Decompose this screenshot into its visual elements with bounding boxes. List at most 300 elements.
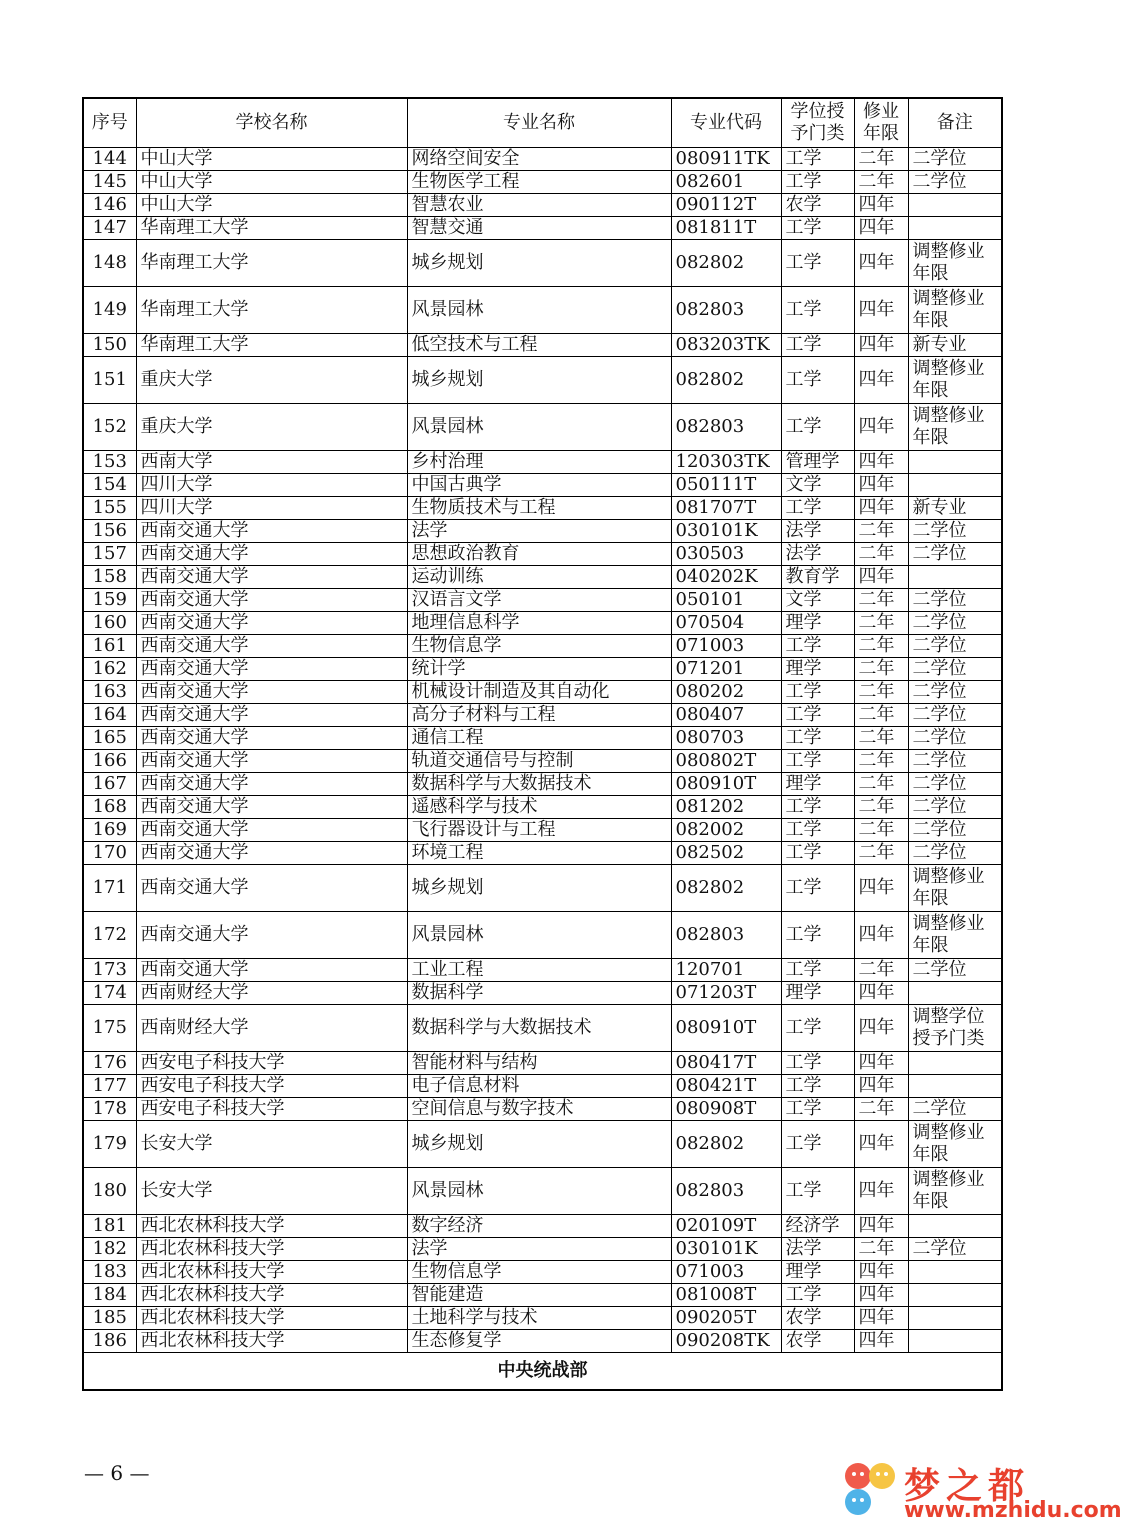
cell-code: 030101K (671, 520, 781, 543)
cell-degree: 工学 (781, 1121, 854, 1168)
table-row (83, 959, 1002, 982)
cell-code: 120303TK (671, 451, 781, 474)
cell-code: 080202 (671, 681, 781, 704)
cell-school: 西北农林科技大学 (136, 1238, 407, 1261)
table-row (83, 194, 1002, 217)
cell-code: 071201 (671, 658, 781, 681)
cell-school: 西南交通大学 (136, 727, 407, 750)
cell-note (908, 1215, 1002, 1238)
cell-seq: 155 (83, 497, 136, 520)
cell-school: 西南交通大学 (136, 543, 407, 566)
cell-code: 080703 (671, 727, 781, 750)
cell-code: 050111T (671, 474, 781, 497)
cell-school: 华南理工大学 (136, 240, 407, 287)
cell-school: 西南交通大学 (136, 865, 407, 912)
cell-code: 020109T (671, 1215, 781, 1238)
cell-code: 050101 (671, 589, 781, 612)
cell-code: 080802T (671, 750, 781, 773)
cell-degree: 工学 (781, 1098, 854, 1121)
cell-code: 081202 (671, 796, 781, 819)
cell-code: 120701 (671, 959, 781, 982)
cell-seq: 184 (83, 1284, 136, 1307)
table-row (83, 819, 1002, 842)
cell-school: 重庆大学 (136, 404, 407, 451)
watermark (842, 1458, 1122, 1523)
cell-years: 四年 (854, 1284, 908, 1307)
cell-code: 082802 (671, 240, 781, 287)
cell-school: 华南理工大学 (136, 217, 407, 240)
cell-note: 二学位 (908, 543, 1002, 566)
cell-years: 四年 (854, 912, 908, 959)
cell-code: 081811T (671, 217, 781, 240)
cell-years: 二年 (854, 773, 908, 796)
table-row (83, 750, 1002, 773)
cell-school: 西北农林科技大学 (136, 1307, 407, 1330)
cell-seq: 173 (83, 959, 136, 982)
cell-code: 080421T (671, 1075, 781, 1098)
section-footer: 中央统战部 (83, 1353, 1002, 1391)
cell-seq: 152 (83, 404, 136, 451)
cell-major: 法学 (407, 1238, 671, 1261)
cell-years: 二年 (854, 658, 908, 681)
cell-school: 西南交通大学 (136, 796, 407, 819)
cell-school: 西南交通大学 (136, 635, 407, 658)
header-years: 修业年限 (854, 98, 908, 148)
cell-seq: 149 (83, 287, 136, 334)
cell-degree: 工学 (781, 704, 854, 727)
cell-major: 城乡规划 (407, 865, 671, 912)
cell-seq: 153 (83, 451, 136, 474)
cell-major: 中国古典学 (407, 474, 671, 497)
cell-degree: 教育学 (781, 566, 854, 589)
cell-note: 二学位 (908, 612, 1002, 635)
cell-major: 网络空间安全 (407, 148, 671, 171)
cell-school: 四川大学 (136, 497, 407, 520)
header-degree: 学位授予门类 (781, 98, 854, 148)
table-row (83, 1075, 1002, 1098)
cell-degree: 工学 (781, 148, 854, 171)
cell-years: 四年 (854, 194, 908, 217)
cell-note: 调整修业年限 (908, 912, 1002, 959)
cell-code: 030101K (671, 1238, 781, 1261)
cell-degree: 工学 (781, 404, 854, 451)
cell-code: 080908T (671, 1098, 781, 1121)
table-row (83, 1052, 1002, 1075)
cell-seq: 162 (83, 658, 136, 681)
cell-note: 二学位 (908, 635, 1002, 658)
cell-note (908, 474, 1002, 497)
cell-years: 四年 (854, 1330, 908, 1353)
watermark-title: 梦之都 (904, 1466, 1031, 1507)
header-code: 专业代码 (671, 98, 781, 148)
cell-major: 高分子材料与工程 (407, 704, 671, 727)
cell-note: 二学位 (908, 796, 1002, 819)
cell-major: 生物信息学 (407, 635, 671, 658)
cell-degree: 法学 (781, 1238, 854, 1261)
table-row (83, 566, 1002, 589)
table-row (83, 681, 1002, 704)
cell-school: 西南交通大学 (136, 912, 407, 959)
table-header-row (83, 98, 1002, 148)
cell-degree: 理学 (781, 773, 854, 796)
cell-seq: 145 (83, 171, 136, 194)
cell-school: 西北农林科技大学 (136, 1215, 407, 1238)
cell-school: 长安大学 (136, 1168, 407, 1215)
cell-major: 智能材料与结构 (407, 1052, 671, 1075)
cell-degree: 工学 (781, 287, 854, 334)
cell-note: 二学位 (908, 1238, 1002, 1261)
cell-years: 二年 (854, 842, 908, 865)
cell-major: 地理信息科学 (407, 612, 671, 635)
cell-major: 工业工程 (407, 959, 671, 982)
cell-degree: 理学 (781, 658, 854, 681)
cell-years: 四年 (854, 474, 908, 497)
cell-degree: 文学 (781, 589, 854, 612)
cell-note (908, 982, 1002, 1005)
table-row (83, 1121, 1002, 1168)
cell-seq: 176 (83, 1052, 136, 1075)
cell-years: 四年 (854, 240, 908, 287)
cell-years: 四年 (854, 1261, 908, 1284)
cell-school: 长安大学 (136, 1121, 407, 1168)
cell-degree: 工学 (781, 1284, 854, 1307)
cell-note: 二学位 (908, 819, 1002, 842)
cell-years: 二年 (854, 819, 908, 842)
cell-note (908, 1261, 1002, 1284)
cell-major: 轨道交通信号与控制 (407, 750, 671, 773)
cell-school: 西南大学 (136, 451, 407, 474)
cell-seq: 150 (83, 334, 136, 357)
cell-seq: 161 (83, 635, 136, 658)
cell-note (908, 1330, 1002, 1353)
cell-degree: 理学 (781, 982, 854, 1005)
cell-seq: 147 (83, 217, 136, 240)
cell-degree: 工学 (781, 635, 854, 658)
cell-code: 071003 (671, 1261, 781, 1284)
cell-seq: 167 (83, 773, 136, 796)
header-note: 备注 (908, 98, 1002, 148)
cell-degree: 工学 (781, 1168, 854, 1215)
cell-school: 西安电子科技大学 (136, 1098, 407, 1121)
cell-seq: 154 (83, 474, 136, 497)
cell-note (908, 1075, 1002, 1098)
cell-degree: 法学 (781, 520, 854, 543)
cell-degree: 经济学 (781, 1215, 854, 1238)
cell-school: 西南交通大学 (136, 750, 407, 773)
cell-school: 西南交通大学 (136, 704, 407, 727)
table-row (83, 497, 1002, 520)
cell-code: 080407 (671, 704, 781, 727)
cell-code: 071203T (671, 982, 781, 1005)
cell-major: 风景园林 (407, 404, 671, 451)
cell-major: 风景园林 (407, 287, 671, 334)
cell-note: 新专业 (908, 334, 1002, 357)
cell-degree: 法学 (781, 543, 854, 566)
table-row (83, 334, 1002, 357)
cell-degree: 工学 (781, 750, 854, 773)
cell-seq: 166 (83, 750, 136, 773)
cell-years: 四年 (854, 217, 908, 240)
cell-seq: 186 (83, 1330, 136, 1353)
cell-years: 四年 (854, 982, 908, 1005)
cell-major: 机械设计制造及其自动化 (407, 681, 671, 704)
cell-code: 081008T (671, 1284, 781, 1307)
table-row (83, 1261, 1002, 1284)
cell-major: 数据科学 (407, 982, 671, 1005)
cell-note: 调整修业年限 (908, 357, 1002, 404)
cell-years: 四年 (854, 451, 908, 474)
table-row (83, 1168, 1002, 1215)
cell-school: 西南交通大学 (136, 612, 407, 635)
cell-years: 二年 (854, 704, 908, 727)
cell-major: 生物信息学 (407, 1261, 671, 1284)
cell-seq: 168 (83, 796, 136, 819)
cell-major: 智能建造 (407, 1284, 671, 1307)
cell-code: 082601 (671, 171, 781, 194)
cell-degree: 工学 (781, 819, 854, 842)
cell-major: 电子信息材料 (407, 1075, 671, 1098)
cell-note: 调整修业年限 (908, 240, 1002, 287)
cell-years: 二年 (854, 589, 908, 612)
cell-seq: 180 (83, 1168, 136, 1215)
cell-years: 四年 (854, 357, 908, 404)
cell-major: 城乡规划 (407, 357, 671, 404)
cell-note: 二学位 (908, 171, 1002, 194)
table-row (83, 704, 1002, 727)
cell-note (908, 1284, 1002, 1307)
cell-major: 空间信息与数字技术 (407, 1098, 671, 1121)
cell-major: 运动训练 (407, 566, 671, 589)
cell-years: 二年 (854, 171, 908, 194)
cell-years: 二年 (854, 612, 908, 635)
cell-seq: 182 (83, 1238, 136, 1261)
cell-code: 030503 (671, 543, 781, 566)
table-row (83, 148, 1002, 171)
cell-code: 090205T (671, 1307, 781, 1330)
cell-school: 西南财经大学 (136, 982, 407, 1005)
cell-school: 中山大学 (136, 148, 407, 171)
cell-degree: 工学 (781, 842, 854, 865)
cell-school: 西南交通大学 (136, 589, 407, 612)
cell-major: 生物医学工程 (407, 171, 671, 194)
cell-note: 二学位 (908, 520, 1002, 543)
cell-code: 070504 (671, 612, 781, 635)
table-body (83, 148, 1002, 1353)
cell-seq: 159 (83, 589, 136, 612)
cell-code: 090112T (671, 194, 781, 217)
cell-seq: 160 (83, 612, 136, 635)
table-row (83, 217, 1002, 240)
cell-note: 调整修业年限 (908, 287, 1002, 334)
cell-code: 081707T (671, 497, 781, 520)
cell-seq: 163 (83, 681, 136, 704)
cell-note: 二学位 (908, 589, 1002, 612)
cell-degree: 管理学 (781, 451, 854, 474)
cell-degree: 工学 (781, 240, 854, 287)
cell-degree: 工学 (781, 796, 854, 819)
cell-note: 调整修业年限 (908, 1121, 1002, 1168)
cell-major: 数字经济 (407, 1215, 671, 1238)
cell-years: 二年 (854, 959, 908, 982)
cell-school: 西南交通大学 (136, 842, 407, 865)
table-row (83, 796, 1002, 819)
cell-note (908, 451, 1002, 474)
cell-years: 二年 (854, 750, 908, 773)
cell-school: 西北农林科技大学 (136, 1330, 407, 1353)
cell-degree: 农学 (781, 1330, 854, 1353)
cell-note (908, 1052, 1002, 1075)
cell-code: 082802 (671, 1121, 781, 1168)
cell-seq: 144 (83, 148, 136, 171)
cell-code: 082502 (671, 842, 781, 865)
cell-note: 二学位 (908, 750, 1002, 773)
cell-note (908, 1307, 1002, 1330)
cell-school: 西北农林科技大学 (136, 1261, 407, 1284)
cell-seq: 185 (83, 1307, 136, 1330)
cell-years: 二年 (854, 1238, 908, 1261)
cell-seq: 175 (83, 1005, 136, 1052)
cell-major: 数据科学与大数据技术 (407, 1005, 671, 1052)
header-major: 专业名称 (407, 98, 671, 148)
cell-code: 082803 (671, 1168, 781, 1215)
cell-years: 四年 (854, 1121, 908, 1168)
cell-years: 四年 (854, 497, 908, 520)
cell-years: 二年 (854, 520, 908, 543)
cell-school: 西安电子科技大学 (136, 1075, 407, 1098)
cell-note: 二学位 (908, 1098, 1002, 1121)
cell-note: 调整修业年限 (908, 865, 1002, 912)
table-row (83, 287, 1002, 334)
cell-school: 华南理工大学 (136, 287, 407, 334)
cell-seq: 151 (83, 357, 136, 404)
cell-note: 二学位 (908, 148, 1002, 171)
cell-degree: 工学 (781, 959, 854, 982)
cell-major: 飞行器设计与工程 (407, 819, 671, 842)
cell-seq: 158 (83, 566, 136, 589)
cell-note: 调整修业年限 (908, 1168, 1002, 1215)
cell-degree: 工学 (781, 357, 854, 404)
cell-code: 082803 (671, 404, 781, 451)
cell-seq: 146 (83, 194, 136, 217)
cell-degree: 工学 (781, 497, 854, 520)
cell-school: 西南交通大学 (136, 681, 407, 704)
table-row (83, 474, 1002, 497)
cell-degree: 工学 (781, 171, 854, 194)
cell-code: 040202K (671, 566, 781, 589)
cell-degree: 工学 (781, 865, 854, 912)
cell-note (908, 566, 1002, 589)
cell-years: 二年 (854, 681, 908, 704)
cell-school: 四川大学 (136, 474, 407, 497)
cell-years: 四年 (854, 1215, 908, 1238)
cell-note (908, 194, 1002, 217)
majors-table (82, 97, 1003, 1391)
cell-major: 乡村治理 (407, 451, 671, 474)
cell-major: 生态修复学 (407, 1330, 671, 1353)
cell-degree: 工学 (781, 727, 854, 750)
cell-seq: 156 (83, 520, 136, 543)
cell-note: 调整修业年限 (908, 404, 1002, 451)
table-row (83, 520, 1002, 543)
cell-note: 二学位 (908, 681, 1002, 704)
cell-note: 调整学位授予门类 (908, 1005, 1002, 1052)
table-row (83, 635, 1002, 658)
cell-major: 汉语言文学 (407, 589, 671, 612)
cell-code: 080911TK (671, 148, 781, 171)
cell-years: 四年 (854, 566, 908, 589)
table-row (83, 842, 1002, 865)
cell-seq: 177 (83, 1075, 136, 1098)
cell-major: 统计学 (407, 658, 671, 681)
cell-school: 西南交通大学 (136, 520, 407, 543)
cell-seq: 174 (83, 982, 136, 1005)
cell-code: 080910T (671, 1005, 781, 1052)
table-row (83, 1215, 1002, 1238)
table-row (83, 912, 1002, 959)
cell-degree: 理学 (781, 1261, 854, 1284)
header-school: 学校名称 (136, 98, 407, 148)
cell-seq: 171 (83, 865, 136, 912)
cell-code: 090208TK (671, 1330, 781, 1353)
table-row (83, 612, 1002, 635)
cell-seq: 165 (83, 727, 136, 750)
cell-major: 生物质技术与工程 (407, 497, 671, 520)
cell-note: 二学位 (908, 773, 1002, 796)
cell-degree: 农学 (781, 194, 854, 217)
cell-major: 城乡规划 (407, 1121, 671, 1168)
cell-major: 思想政治教育 (407, 543, 671, 566)
cell-note: 二学位 (908, 727, 1002, 750)
cell-code: 080417T (671, 1052, 781, 1075)
cell-seq: 157 (83, 543, 136, 566)
cell-note: 新专业 (908, 497, 1002, 520)
table-row (83, 773, 1002, 796)
cell-degree: 工学 (781, 681, 854, 704)
header-seq: 序号 (83, 98, 136, 148)
cell-seq: 164 (83, 704, 136, 727)
cell-years: 四年 (854, 1168, 908, 1215)
cell-seq: 170 (83, 842, 136, 865)
cell-school: 西安电子科技大学 (136, 1052, 407, 1075)
cell-major: 智慧交通 (407, 217, 671, 240)
cell-degree: 理学 (781, 612, 854, 635)
cell-code: 080910T (671, 773, 781, 796)
cell-years: 二年 (854, 727, 908, 750)
cell-major: 土地科学与技术 (407, 1307, 671, 1330)
cell-school: 中山大学 (136, 194, 407, 217)
cell-years: 四年 (854, 1052, 908, 1075)
cell-years: 四年 (854, 404, 908, 451)
table-row (83, 982, 1002, 1005)
cell-major: 环境工程 (407, 842, 671, 865)
cell-degree: 工学 (781, 334, 854, 357)
cell-seq: 148 (83, 240, 136, 287)
cell-code: 071003 (671, 635, 781, 658)
cell-code: 082802 (671, 865, 781, 912)
table-row (83, 451, 1002, 474)
cell-years: 二年 (854, 148, 908, 171)
cell-degree: 工学 (781, 1075, 854, 1098)
cell-school: 西南交通大学 (136, 773, 407, 796)
table-row (83, 727, 1002, 750)
cell-years: 二年 (854, 1098, 908, 1121)
cell-seq: 181 (83, 1215, 136, 1238)
cell-years: 二年 (854, 543, 908, 566)
cell-degree: 工学 (781, 1005, 854, 1052)
table-row (83, 543, 1002, 566)
cell-note (908, 217, 1002, 240)
table-row (83, 1307, 1002, 1330)
